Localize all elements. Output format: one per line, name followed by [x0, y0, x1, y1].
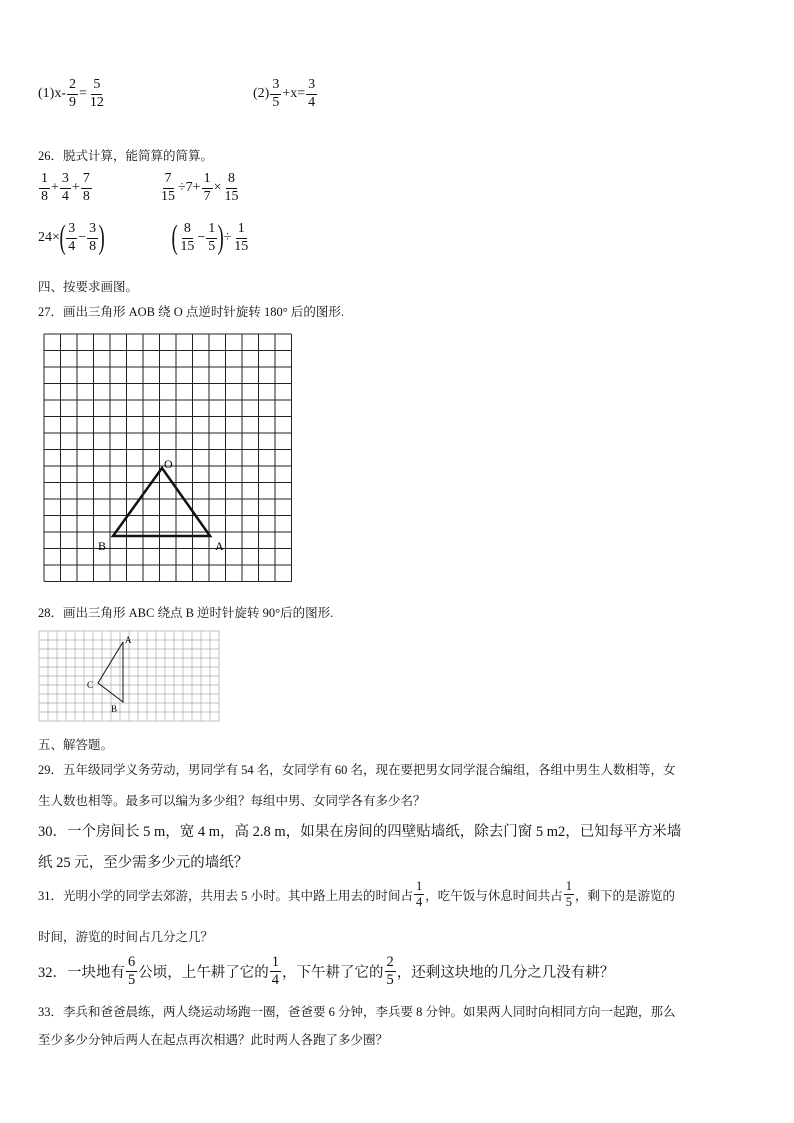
q25-1-label: (1)x-	[38, 86, 66, 102]
point-label-a: A	[125, 635, 132, 645]
q29-line-2: 生人数也相等。最多可以编为多少组？每组中男、女同学各有多少名？	[38, 794, 426, 808]
q26-expression-2	[158, 172, 242, 204]
point-label-o: O	[164, 457, 173, 471]
right-paren: )	[98, 219, 105, 256]
fraction: $\frac{1}{4}$	[416, 879, 423, 910]
fraction: $\frac{7}{15}$	[161, 171, 175, 204]
q32-text: 公顷，上午耕了它的	[138, 965, 269, 982]
section-5-heading: 五、解答题。	[38, 738, 114, 752]
fraction: $\frac{6}{5}$	[128, 954, 136, 989]
q28-text: 28．画出三角形 ABC 绕点 B 逆时针旋转 90°后的图形.	[38, 606, 334, 620]
operator: +	[71, 180, 80, 196]
operator: ÷7+	[178, 180, 201, 196]
q32-text: ，还剩这块地的几分之几没有耕？	[396, 965, 615, 982]
operator: ×	[213, 180, 222, 196]
operator: −	[78, 230, 87, 245]
left-paren: (	[59, 219, 66, 256]
operator: ÷	[223, 230, 232, 245]
fraction: $\frac{8}{15}$	[180, 220, 195, 254]
fraction: $\frac{1}{5}$	[565, 879, 573, 910]
q27-grid-figure	[40, 330, 300, 588]
fraction: $\frac{8}{15}$	[224, 171, 239, 204]
q25-equation-2	[253, 78, 318, 110]
fraction: $\frac{1}{8}$	[41, 171, 48, 204]
point-label-c: C	[87, 680, 94, 690]
q25-2-label: (2)	[253, 86, 270, 102]
q26-expression-3	[38, 221, 104, 255]
q32-text: ，下午耕了它的	[282, 965, 384, 982]
fraction: $\frac{3}{4}$	[61, 171, 69, 204]
fraction: $\frac{3}{5}$	[272, 77, 280, 110]
q26-expression-1	[38, 172, 93, 204]
fraction: $\frac{2}{5}$	[386, 954, 394, 989]
q27-text: 27．画出三角形 AOB 绕 O 点逆时针旋转 180° 后的图形.	[38, 305, 345, 319]
point-label-b: B	[98, 539, 107, 553]
operator: +	[51, 180, 59, 196]
left-paren: (	[171, 219, 178, 256]
q32-line	[38, 955, 614, 988]
q25-equation-1	[38, 78, 107, 110]
fraction: $\frac{1}{7}$	[203, 171, 211, 204]
q30-line-2: 纸 25 元，至少需多少元的墙纸？	[38, 855, 249, 871]
fraction: $\frac{3}{4}$	[68, 220, 76, 254]
fraction: $\frac{5}{12}$	[89, 77, 104, 110]
q28-grid-figure	[38, 630, 220, 728]
q26-expression-4	[172, 221, 251, 255]
q31-line-1	[38, 880, 675, 909]
fraction: $\frac{3}{4}$	[308, 77, 316, 110]
q30-line-1: 30．一个房间长 5 m，宽 4 m，高 2.8 m，如果在房间的四壁贴墙纸，除去门窗 5 m2，已知每平方米墙	[38, 824, 682, 840]
right-paren: )	[217, 219, 225, 256]
triangle-aob	[113, 468, 210, 536]
fraction: $\frac{2}{9}$	[69, 77, 76, 110]
fraction: $\frac{1}{5}$	[208, 220, 216, 254]
operator: +x=	[282, 86, 306, 102]
point-label-a: A	[215, 539, 224, 553]
q31-text: ，剩下的是游览的	[575, 888, 676, 903]
q32-text: 32．一块地有	[38, 965, 125, 982]
operator: −	[197, 230, 206, 245]
point-label-b: B	[111, 704, 118, 714]
q31-line-2: 时间，游览的时间占几分之几？	[38, 930, 214, 944]
fraction: $\frac{7}{8}$	[82, 171, 90, 204]
q33-line-2: 至少多少分钟后两人在起点再次相遇？此时两人各跑了多少圈？	[38, 1033, 389, 1047]
q33-line-1: 33．李兵和爸爸晨练，两人绕运动场跑一圈，爸爸要 6 分钟，李兵要 8 分钟。如果两人同时向相同方向一起跑，那么	[38, 1005, 676, 1019]
operator: 24×	[38, 230, 60, 245]
section-4-heading: 四、按要求画图。	[38, 280, 139, 294]
q26-title: 26．脱式计算，能简算的简算。	[38, 149, 214, 163]
fraction: $\frac{3}{8}$	[89, 220, 97, 254]
q31-text: ，吃午饭与休息时间共占	[425, 888, 563, 903]
q29-line-1: 29．五年级同学义务劳动，男同学有 54 名，女同学有 60 名，现在要把男女同学混合编组，各组中男生人数相等，女	[38, 763, 676, 777]
q31-text: 31．光明小学的同学去郊游，共用去 5 小时。其中路上用去的时间占	[38, 888, 414, 903]
fraction: $\frac{1}{15}$	[234, 220, 249, 254]
equals-sign: =	[79, 86, 87, 102]
fraction: $\frac{1}{4}$	[271, 954, 279, 989]
